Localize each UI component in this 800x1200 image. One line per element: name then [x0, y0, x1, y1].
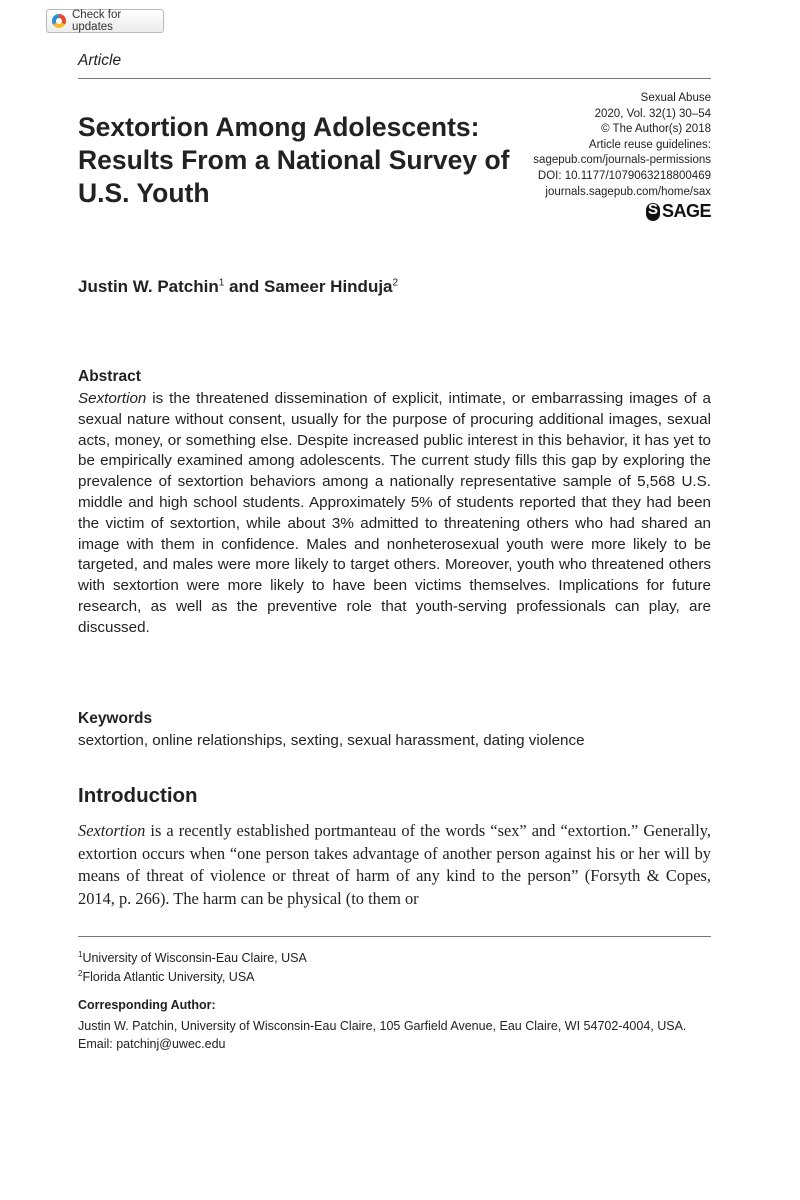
journal-name: Sexual Abuse: [640, 92, 711, 104]
corresponding-email[interactable]: Email: patchinj@uwec.edu: [78, 1037, 226, 1051]
keywords-list: sextortion, online relationships, sexting, sexual harassment, dating violence: [78, 732, 585, 749]
corresponding-author-heading: Corresponding Author:: [78, 998, 216, 1012]
abstract-text: [78, 389, 711, 639]
copyright-notice: © The Author(s) 2018: [601, 123, 711, 136]
introduction-body: is a recently established portmanteau of the words “sex” and “extortion.” Generally, extortion occurs when “one person takes advantage of another person against his or her will by means of threat of violence or threat of harm of any kind to the person” (Forsyth & Copes, 2014, p. 266). The harm can be physical (to them or: [78, 821, 711, 908]
crossmark-icon: [52, 14, 66, 28]
author-name: Sameer Hinduja: [264, 277, 393, 296]
header-divider: [78, 78, 711, 79]
journal-info: [471, 91, 711, 227]
affiliation-text: University of Wisconsin-Eau Claire, USA: [82, 951, 307, 966]
check-for-updates-button[interactable]: [46, 9, 164, 33]
permissions-link[interactable]: sagepub.com/journals-permissions: [533, 154, 711, 167]
affiliation-footnote-marker: 2: [78, 969, 83, 978]
journal-home-link[interactable]: journals.sagepub.com/home/sax: [545, 185, 711, 198]
keywords-heading: Keywords: [78, 710, 153, 727]
introduction-lead-term: Sextortion: [78, 821, 146, 840]
abstract-lead-term: Sextortion: [78, 390, 147, 407]
article-type-label: Article: [78, 52, 122, 69]
abstract-heading: Abstract: [78, 368, 141, 385]
author-list: [78, 277, 398, 297]
affiliation-footnote-marker: 1: [78, 950, 83, 959]
corresponding-author-details: [78, 1017, 711, 1053]
journal-citation: 2020, Vol. 32(1) 30–54: [594, 107, 711, 120]
abstract-body: is the threatened dissemination of explicit, intimate, or embarrassing images of a sexual nature without consent, usually for the purpose of procuring additional images, sexual acts, money, or something else. Despite increased public interest in this behavior, it has yet to be empirically examined among adolescents. The current study fills this gap by exploring the prevalence of sextortion behaviors among a nationally representative sample of 5,568 U.S. middle and high school students. Approximately 5% of students reported that they had been the victim of sextortion, while about 3% admitted to threatening others who had shared an image with them in confidence. Males and nonheterosexual youth were more likely to be targeted, and males were more likely to target others. Moreover, youth who threatened others with sextortion were more likely to have been victims themselves. Implications for future research, as well as the preventive role that youth-serving professionals can play, are discussed.: [78, 390, 711, 636]
affiliation-footnote: [78, 950, 307, 965]
affiliation-text: Florida Atlantic University, USA: [82, 970, 255, 985]
affiliation-footnote: [78, 969, 255, 984]
affiliation-marker: 2: [392, 277, 399, 289]
author-name: Justin W. Patchin: [78, 277, 219, 296]
article-title: Sextortion Among Adolescents: Results From a National Survey of U.S. Youth: [78, 112, 510, 208]
introduction-heading: Introduction: [78, 784, 198, 807]
introduction-text: [78, 820, 711, 910]
sage-logo: [646, 203, 711, 221]
reuse-guidelines-label: Article reuse guidelines:: [588, 138, 711, 151]
corresponding-address: Justin W. Patchin, University of Wisconsin-Eau Claire, 105 Garfield Avenue, Eau Claire, WI 54702-4004, USA.: [78, 1019, 687, 1033]
author-joiner: and: [229, 277, 260, 296]
check-for-updates-label: Check for updates: [72, 9, 122, 33]
doi-link[interactable]: DOI: 10.1177/1079063218800469: [537, 169, 711, 182]
affiliation-marker: 1: [218, 277, 225, 289]
publisher-name: SAGE: [661, 201, 711, 222]
sage-mark-icon: [646, 203, 660, 221]
footnote-divider: [78, 936, 711, 937]
